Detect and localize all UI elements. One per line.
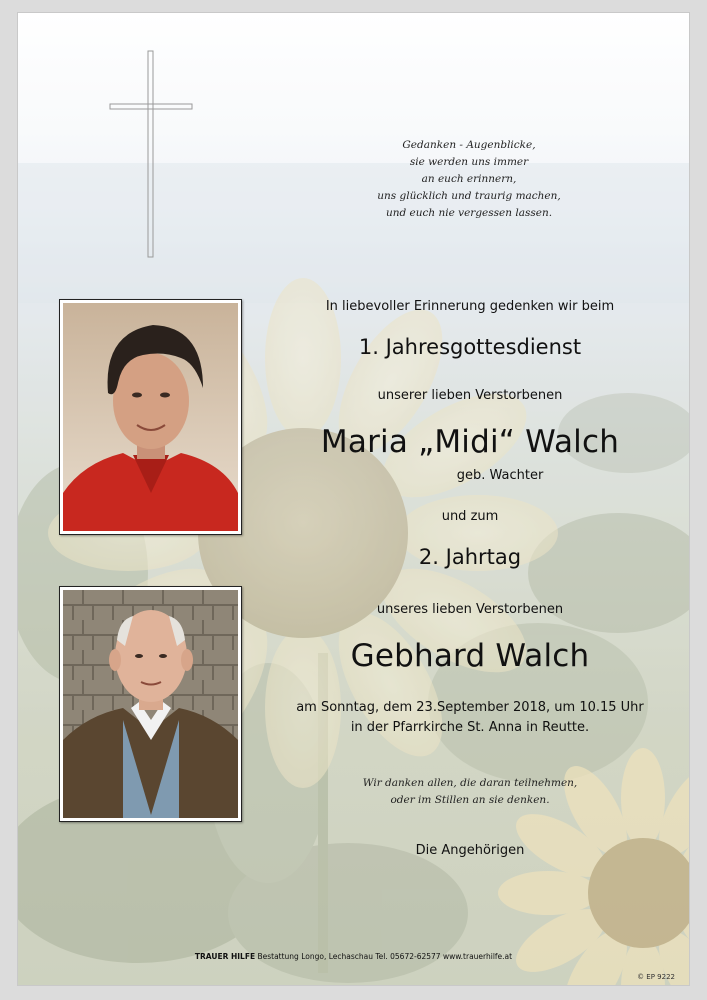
portrait-woman-image xyxy=(63,303,238,531)
service-title-2: 2. Jahrtag xyxy=(418,545,522,569)
poem-line: Gedanken - Augenblicke, xyxy=(402,139,536,151)
deceased-name-2: Gebhard Walch xyxy=(350,638,590,674)
deceased-name-1: Maria „Midi“ Walch xyxy=(320,424,620,460)
signature: Die Angehörigen xyxy=(415,843,525,858)
maiden-name: geb. Wachter xyxy=(456,468,544,483)
poem-line: an euch erinnern, xyxy=(421,173,517,185)
cross-icon xyxy=(108,49,194,261)
thanks-line: Wir danken allen, die daran teilnehmen, xyxy=(362,777,578,789)
footer-brand: TRAUER HILFE xyxy=(194,952,256,961)
poem-line: uns glücklich und traurig machen, xyxy=(377,190,561,202)
photo-maria xyxy=(59,299,242,535)
conjunction-text: und zum xyxy=(441,509,499,524)
footer-details: Bestattung Longo, Lechaschau Tel. 05672-62577 www.trauerhilfe.at xyxy=(257,952,513,961)
print-code: © EP 9222 xyxy=(637,973,675,981)
relation-text-2: unseres lieben Verstorbenen xyxy=(376,602,564,617)
poem-line: und euch nie vergessen lassen. xyxy=(385,207,553,219)
footer xyxy=(18,952,689,961)
place-line: in der Pfarrkirche St. Anna in Reutte. xyxy=(350,720,590,735)
poem xyxy=(354,137,584,222)
memorial-card xyxy=(18,13,689,985)
poem-line: sie werden uns immer xyxy=(409,156,529,168)
photo-gebhard xyxy=(59,586,242,822)
intro-text: In liebevoller Erinnerung gedenken wir beim xyxy=(325,299,615,314)
thanks-line: oder im Stillen an sie denken. xyxy=(390,794,550,806)
date-line: am Sonntag, dem 23.September 2018, um 10.15 Uhr xyxy=(296,700,644,715)
relation-text-1: unserer lieben Verstorbenen xyxy=(377,388,563,403)
portrait-man-image xyxy=(63,590,238,818)
service-title-1: 1. Jahresgottesdienst xyxy=(358,335,582,359)
